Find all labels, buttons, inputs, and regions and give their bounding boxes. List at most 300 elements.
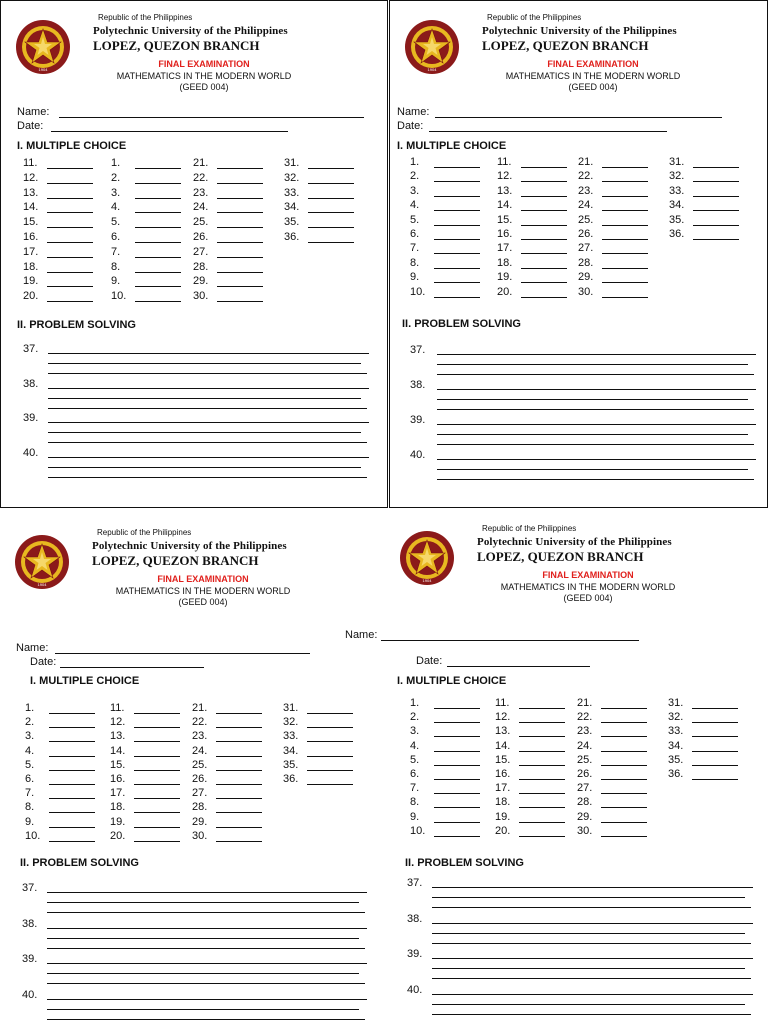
name-label: Name: <box>17 106 50 118</box>
answer-blank[interactable] <box>693 196 739 197</box>
answer-number: 21. <box>192 702 208 714</box>
university-name: Polytechnic University of the Philippines <box>92 540 287 552</box>
problem-number: 40. <box>22 988 38 1001</box>
answer-blank[interactable] <box>434 793 480 794</box>
problem-answer-line[interactable] <box>47 1009 359 1010</box>
answer-number: 14. <box>110 744 126 757</box>
name-field[interactable] <box>381 640 639 641</box>
answer-number: 20. <box>497 285 513 298</box>
answer-number: 4. <box>111 201 121 214</box>
answer-blank[interactable] <box>602 196 648 197</box>
answer-number: 20. <box>495 824 511 837</box>
problem-answer-line[interactable] <box>432 897 745 898</box>
answer-number: 2. <box>410 170 420 183</box>
answer-blank[interactable] <box>521 210 567 211</box>
answer-blank[interactable] <box>692 736 738 737</box>
answer-blank[interactable] <box>49 812 95 813</box>
answer-blank[interactable] <box>308 168 354 169</box>
answer-number: 18. <box>23 260 39 273</box>
problem-answer-line[interactable] <box>47 973 359 974</box>
answer-blank[interactable] <box>134 756 180 757</box>
answer-blank[interactable] <box>135 212 181 213</box>
answer-number: 36. <box>669 228 685 240</box>
answer-number: 32. <box>669 170 685 183</box>
answer-blank[interactable] <box>434 282 480 283</box>
answer-blank[interactable] <box>602 225 648 226</box>
answer-number: 9. <box>410 810 420 823</box>
answer-blank[interactable] <box>602 210 648 211</box>
answer-blank[interactable] <box>47 183 93 184</box>
problem-answer-line[interactable] <box>48 373 367 374</box>
answer-blank[interactable] <box>134 841 180 842</box>
answer-number: 18. <box>495 796 511 809</box>
republic-label: Republic of the Philippines <box>97 528 192 537</box>
answer-number: 2. <box>25 716 35 729</box>
answer-blank[interactable] <box>216 727 262 728</box>
answer-number: 34. <box>668 739 684 752</box>
answer-blank[interactable] <box>308 183 354 184</box>
answer-blank[interactable] <box>434 225 480 226</box>
problem-answer-line[interactable] <box>48 408 367 409</box>
answer-blank[interactable] <box>692 765 738 766</box>
answer-number: 29. <box>577 810 593 823</box>
answer-number: 28. <box>578 256 594 269</box>
answer-blank[interactable] <box>521 181 567 182</box>
answer-blank[interactable] <box>216 812 262 813</box>
problem-answer-line[interactable] <box>47 938 359 939</box>
date-field[interactable] <box>447 666 590 667</box>
answer-blank[interactable] <box>134 770 180 771</box>
answer-blank[interactable] <box>47 227 93 228</box>
answer-blank[interactable] <box>47 242 93 243</box>
answer-blank[interactable] <box>49 784 95 785</box>
answer-number: 26. <box>192 773 208 785</box>
answer-blank[interactable] <box>692 708 738 709</box>
answer-blank[interactable] <box>521 297 567 298</box>
answer-blank[interactable] <box>216 784 262 785</box>
answer-blank[interactable] <box>602 297 648 298</box>
problem-answer-line[interactable] <box>47 963 367 964</box>
problem-answer-line[interactable] <box>48 442 367 443</box>
problem-answer-line[interactable] <box>48 398 361 399</box>
answer-blank[interactable] <box>217 301 263 302</box>
answer-blank[interactable] <box>434 196 480 197</box>
answer-blank[interactable] <box>521 282 567 283</box>
answer-blank[interactable] <box>519 807 565 808</box>
problem-answer-line[interactable] <box>437 364 748 365</box>
svg-text:1904: 1904 <box>427 67 437 72</box>
answer-blank[interactable] <box>519 751 565 752</box>
answer-blank[interactable] <box>49 756 95 757</box>
answer-blank[interactable] <box>134 827 180 828</box>
answer-blank[interactable] <box>434 297 480 298</box>
answer-blank[interactable] <box>521 268 567 269</box>
problem-answer-line[interactable] <box>437 354 756 355</box>
answer-number: 21. <box>578 156 594 168</box>
answer-blank[interactable] <box>692 722 738 723</box>
answer-blank[interactable] <box>217 286 263 287</box>
answer-blank[interactable] <box>135 183 181 184</box>
exam-sheet-top-right <box>389 0 768 508</box>
answer-blank[interactable] <box>601 765 647 766</box>
answer-blank[interactable] <box>693 181 739 182</box>
answer-blank[interactable] <box>601 793 647 794</box>
exam-title: FINAL EXAMINATION <box>157 574 249 584</box>
answer-number: 13. <box>497 184 513 197</box>
answer-number: 29. <box>193 275 209 288</box>
answer-blank[interactable] <box>434 268 480 269</box>
answer-number: 16. <box>23 231 39 243</box>
answer-blank[interactable] <box>216 756 262 757</box>
answer-blank[interactable] <box>434 836 480 837</box>
answer-blank[interactable] <box>693 167 739 168</box>
course-code: (GEED 004) <box>179 82 229 92</box>
section-multiple-choice-heading: I. MULTIPLE CHOICE <box>397 675 507 687</box>
answer-number: 11. <box>495 697 510 709</box>
answer-blank[interactable] <box>521 196 567 197</box>
course-title: MATHEMATICS IN THE MODERN WORLD <box>115 586 291 596</box>
answer-blank[interactable] <box>601 822 647 823</box>
answer-number: 18. <box>497 256 513 269</box>
answer-number: 17. <box>110 787 126 800</box>
answer-blank[interactable] <box>434 239 480 240</box>
answer-blank[interactable] <box>602 253 648 254</box>
answer-blank[interactable] <box>521 239 567 240</box>
answer-blank[interactable] <box>49 770 95 771</box>
branch-name: LOPEZ, QUEZON BRANCH <box>477 549 644 564</box>
answer-number: 12. <box>23 171 39 184</box>
answer-blank[interactable] <box>49 841 95 842</box>
answer-blank[interactable] <box>434 822 480 823</box>
answer-number: 5. <box>25 758 35 771</box>
date-field[interactable] <box>429 131 667 132</box>
answer-number: 7. <box>111 245 121 258</box>
problem-answer-line[interactable] <box>432 1004 745 1005</box>
answer-blank[interactable] <box>216 827 262 828</box>
exam-title: FINAL EXAMINATION <box>158 59 250 69</box>
answer-blank[interactable] <box>602 282 648 283</box>
answer-blank[interactable] <box>47 301 93 302</box>
answer-blank[interactable] <box>693 210 739 211</box>
answer-number: 23. <box>578 184 594 197</box>
answer-blank[interactable] <box>216 770 262 771</box>
answer-blank[interactable] <box>307 713 353 714</box>
answer-blank[interactable] <box>519 722 565 723</box>
problem-number: 37. <box>22 882 38 894</box>
answer-number: 8. <box>410 796 420 809</box>
answer-blank[interactable] <box>135 272 181 273</box>
problem-answer-line[interactable] <box>48 363 361 364</box>
answer-number: 7. <box>410 782 420 795</box>
answer-number: 34. <box>669 199 685 212</box>
answer-blank[interactable] <box>434 736 480 737</box>
problem-answer-line[interactable] <box>437 374 754 375</box>
answer-blank[interactable] <box>307 784 353 785</box>
section-multiple-choice-heading: I. MULTIPLE CHOICE <box>397 140 507 152</box>
answer-number: 9. <box>111 275 121 288</box>
course-code: (GEED 004) <box>178 597 228 607</box>
answer-blank[interactable] <box>519 793 565 794</box>
answer-blank[interactable] <box>519 765 565 766</box>
exam-title: FINAL EXAMINATION <box>547 59 639 69</box>
problem-answer-line[interactable] <box>432 958 753 959</box>
answer-number: 30. <box>192 829 208 842</box>
problem-answer-line[interactable] <box>48 422 369 423</box>
answer-blank[interactable] <box>217 168 263 169</box>
name-field[interactable] <box>55 653 310 654</box>
answer-blank[interactable] <box>49 798 95 799</box>
problem-answer-line[interactable] <box>437 479 754 480</box>
answer-blank[interactable] <box>434 167 480 168</box>
university-name: Polytechnic University of the Philippines <box>477 536 672 548</box>
answer-blank[interactable] <box>47 212 93 213</box>
problem-answer-line[interactable] <box>48 388 369 389</box>
name-label: Name: <box>345 629 378 641</box>
answer-blank[interactable] <box>135 227 181 228</box>
answer-blank[interactable] <box>602 167 648 168</box>
problem-answer-line[interactable] <box>432 1014 751 1015</box>
answer-blank[interactable] <box>692 751 738 752</box>
problem-number: 39. <box>22 953 38 965</box>
answer-blank[interactable] <box>519 836 565 837</box>
answer-blank[interactable] <box>216 841 262 842</box>
answer-number: 27. <box>192 787 208 800</box>
answer-blank[interactable] <box>601 736 647 737</box>
answer-blank[interactable] <box>135 198 181 199</box>
answer-number: 10. <box>111 290 127 303</box>
republic-label: Republic of the Philippines <box>487 13 582 22</box>
problem-answer-line[interactable] <box>48 477 367 478</box>
answer-number: 21. <box>577 697 593 709</box>
answer-blank[interactable] <box>602 268 648 269</box>
problem-answer-line[interactable] <box>48 432 361 433</box>
problem-answer-line[interactable] <box>47 912 365 913</box>
answer-number: 20. <box>23 290 39 303</box>
answer-blank[interactable] <box>307 756 353 757</box>
answer-blank[interactable] <box>692 779 738 780</box>
answer-blank[interactable] <box>601 722 647 723</box>
answer-blank[interactable] <box>47 257 93 258</box>
problem-answer-line[interactable] <box>432 994 753 995</box>
problem-number: 37. <box>407 877 423 889</box>
answer-number: 31. <box>283 702 299 714</box>
answer-blank[interactable] <box>135 301 181 302</box>
answer-blank[interactable] <box>434 181 480 182</box>
problem-answer-line[interactable] <box>47 948 365 949</box>
answer-blank[interactable] <box>308 242 354 243</box>
problem-answer-line[interactable] <box>437 469 748 470</box>
answer-blank[interactable] <box>217 198 263 199</box>
answer-number: 12. <box>495 711 511 724</box>
answer-blank[interactable] <box>693 225 739 226</box>
problem-answer-line[interactable] <box>48 457 369 458</box>
section-multiple-choice-heading: I. MULTIPLE CHOICE <box>17 140 127 152</box>
problem-answer-line[interactable] <box>437 399 748 400</box>
answer-blank[interactable] <box>49 727 95 728</box>
answer-blank[interactable] <box>307 727 353 728</box>
answer-number: 7. <box>25 787 35 800</box>
answer-blank[interactable] <box>217 212 263 213</box>
answer-blank[interactable] <box>47 272 93 273</box>
republic-label: Republic of the Philippines <box>98 13 193 22</box>
problem-answer-line[interactable] <box>437 409 754 410</box>
problem-answer-line[interactable] <box>437 459 756 460</box>
problem-answer-line[interactable] <box>47 1019 365 1020</box>
answer-blank[interactable] <box>135 286 181 287</box>
answer-blank[interactable] <box>216 713 262 714</box>
answer-number: 5. <box>410 213 420 226</box>
answer-number: 23. <box>193 186 209 199</box>
answer-blank[interactable] <box>135 257 181 258</box>
answer-blank[interactable] <box>601 708 647 709</box>
problem-answer-line[interactable] <box>48 353 369 354</box>
answer-blank[interactable] <box>434 779 480 780</box>
answer-blank[interactable] <box>693 239 739 240</box>
answer-blank[interactable] <box>434 253 480 254</box>
answer-blank[interactable] <box>434 708 480 709</box>
answer-blank[interactable] <box>519 822 565 823</box>
answer-number: 34. <box>283 744 299 757</box>
problem-answer-line[interactable] <box>47 999 367 1000</box>
answer-number: 33. <box>668 725 684 738</box>
answer-number: 16. <box>497 228 513 240</box>
answer-blank[interactable] <box>47 198 93 199</box>
answer-blank[interactable] <box>519 736 565 737</box>
problem-number: 38. <box>22 917 38 930</box>
problem-answer-line[interactable] <box>48 467 361 468</box>
course-title: MATHEMATICS IN THE MODERN WORLD <box>505 71 681 81</box>
answer-blank[interactable] <box>601 807 647 808</box>
answer-blank[interactable] <box>134 812 180 813</box>
answer-number: 19. <box>497 271 513 284</box>
answer-number: 24. <box>193 201 209 214</box>
answer-number: 7. <box>410 242 420 255</box>
problem-answer-line[interactable] <box>437 444 754 445</box>
problem-answer-line[interactable] <box>47 928 367 929</box>
problem-answer-line[interactable] <box>437 434 748 435</box>
date-field[interactable] <box>60 667 204 668</box>
problem-number: 39. <box>407 948 423 960</box>
answer-blank[interactable] <box>521 167 567 168</box>
problem-answer-line[interactable] <box>432 968 745 969</box>
problem-answer-line[interactable] <box>47 902 359 903</box>
answer-number: 4. <box>410 199 420 212</box>
answer-blank[interactable] <box>519 708 565 709</box>
answer-blank[interactable] <box>308 198 354 199</box>
answer-blank[interactable] <box>49 713 95 714</box>
answer-blank[interactable] <box>217 272 263 273</box>
answer-blank[interactable] <box>308 227 354 228</box>
problem-answer-line[interactable] <box>47 892 367 893</box>
problem-answer-line[interactable] <box>432 933 745 934</box>
answer-blank[interactable] <box>519 779 565 780</box>
problem-answer-line[interactable] <box>432 907 751 908</box>
answer-blank[interactable] <box>601 779 647 780</box>
answer-number: 30. <box>578 285 594 298</box>
answer-number: 17. <box>23 245 39 258</box>
answer-number: 3. <box>25 730 35 743</box>
problem-answer-line[interactable] <box>47 983 365 984</box>
problem-number: 39. <box>410 414 426 426</box>
answer-number: 13. <box>495 725 511 738</box>
answer-blank[interactable] <box>49 741 95 742</box>
answer-blank[interactable] <box>134 727 180 728</box>
date-label: Date: <box>397 120 424 132</box>
answer-blank[interactable] <box>216 798 262 799</box>
answer-number: 24. <box>192 744 208 757</box>
answer-blank[interactable] <box>134 741 180 742</box>
university-seal-icon <box>399 530 455 586</box>
answer-number: 27. <box>193 245 209 258</box>
problem-answer-line[interactable] <box>432 887 753 888</box>
answer-blank[interactable] <box>47 168 93 169</box>
answer-blank[interactable] <box>434 210 480 211</box>
answer-blank[interactable] <box>217 183 263 184</box>
answer-number: 35. <box>669 213 685 226</box>
answer-blank[interactable] <box>217 242 263 243</box>
answer-number: 5. <box>111 216 121 229</box>
answer-number: 26. <box>577 768 593 780</box>
answer-blank[interactable] <box>602 239 648 240</box>
problem-number: 37. <box>410 344 426 356</box>
problem-answer-line[interactable] <box>437 424 756 425</box>
section-problem-solving-heading: II. PROBLEM SOLVING <box>20 857 139 869</box>
answer-number: 11. <box>110 702 125 714</box>
name-field[interactable] <box>435 117 722 118</box>
answer-blank[interactable] <box>434 722 480 723</box>
answer-blank[interactable] <box>217 257 263 258</box>
answer-blank[interactable] <box>135 242 181 243</box>
answer-blank[interactable] <box>434 807 480 808</box>
answer-blank[interactable] <box>134 798 180 799</box>
problem-answer-line[interactable] <box>432 978 751 979</box>
answer-blank[interactable] <box>434 765 480 766</box>
answer-number: 33. <box>669 184 685 197</box>
answer-number: 35. <box>668 753 684 766</box>
problem-answer-line[interactable] <box>432 943 751 944</box>
answer-number: 25. <box>578 213 594 226</box>
problem-answer-line[interactable] <box>432 923 753 924</box>
answer-blank[interactable] <box>307 770 353 771</box>
answer-number: 19. <box>495 810 511 823</box>
answer-blank[interactable] <box>307 741 353 742</box>
answer-number: 35. <box>283 758 299 771</box>
answer-blank[interactable] <box>134 713 180 714</box>
answer-number: 15. <box>110 758 126 771</box>
answer-blank[interactable] <box>601 751 647 752</box>
answer-blank[interactable] <box>434 751 480 752</box>
answer-blank[interactable] <box>217 227 263 228</box>
answer-blank[interactable] <box>216 741 262 742</box>
answer-blank[interactable] <box>601 836 647 837</box>
answer-blank[interactable] <box>134 784 180 785</box>
answer-blank[interactable] <box>602 181 648 182</box>
name-field[interactable] <box>59 117 364 118</box>
answer-blank[interactable] <box>135 168 181 169</box>
date-field[interactable] <box>51 131 288 132</box>
answer-number: 36. <box>284 231 300 243</box>
answer-number: 24. <box>577 739 593 752</box>
answer-blank[interactable] <box>308 212 354 213</box>
answer-blank[interactable] <box>49 827 95 828</box>
answer-blank[interactable] <box>521 225 567 226</box>
answer-number: 25. <box>193 216 209 229</box>
answer-number: 2. <box>410 711 420 724</box>
answer-blank[interactable] <box>521 253 567 254</box>
answer-blank[interactable] <box>47 286 93 287</box>
problem-answer-line[interactable] <box>437 389 756 390</box>
answer-number: 1. <box>410 156 420 168</box>
